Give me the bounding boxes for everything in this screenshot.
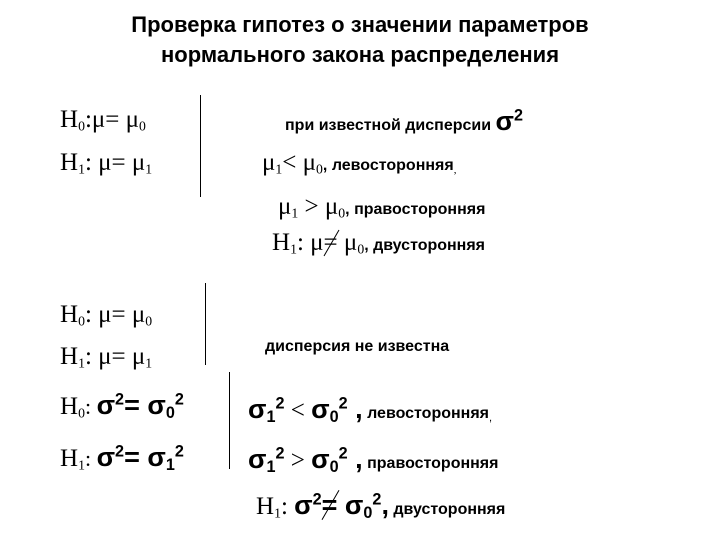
s3-alt-two: $H_1$: $\sigma^2= \sigma 0^2$, двусторонняя: [256, 490, 506, 523]
title-line-1: Проверка гипотез о значении параметров: [131, 12, 589, 37]
s1-h1: $H_1$: $\mu= \mu_1$: [60, 149, 153, 177]
s3-divider: [229, 372, 230, 469]
s3-alt-left: $\sigma 1^2 < \sigma 0^2$ , левосторонняя$_,$: [248, 394, 493, 427]
page-title: [0, 10, 720, 70]
not-equal-sign: =: [323, 229, 338, 256]
s1-divider: [200, 95, 201, 197]
sigma-squared: $\sigma^2$: [495, 106, 524, 136]
s1-alt-right: $\mu_1 > \mu_0$, правосторонняя: [278, 193, 486, 221]
s1-condition: при известной дисперсии $\sigma^2$: [285, 106, 524, 136]
not-equal-sign: =: [321, 490, 338, 520]
s2-condition: дисперсия не известна: [265, 338, 450, 355]
s2-h0: $H_0$: $\mu= \mu_0$: [60, 301, 153, 329]
s3-alt-right: $\sigma 1^2 > \sigma 0^2$ , правосторонняя: [248, 444, 499, 477]
s1-h0: $H_0:\mu= \mu_0$: [60, 106, 146, 134]
s2-h1: $H_1$: $\mu= \mu_1$: [60, 343, 153, 371]
s2-divider: [205, 283, 206, 365]
s3-h1: $H_1$: $\sigma^2= \sigma 1^2$: [60, 442, 184, 475]
s1-alt-two: $H_1$: $\mu= \mu_0$, двусторонняя: [272, 229, 486, 257]
title-line-2: нормального закона распределения: [160, 42, 560, 67]
s1-alt-left: $\mu_1< \mu_0$, левосторонняя$_,$: [262, 149, 457, 177]
s3-h0: $H_0$: $\sigma^2= \sigma 0^2$: [60, 390, 184, 423]
